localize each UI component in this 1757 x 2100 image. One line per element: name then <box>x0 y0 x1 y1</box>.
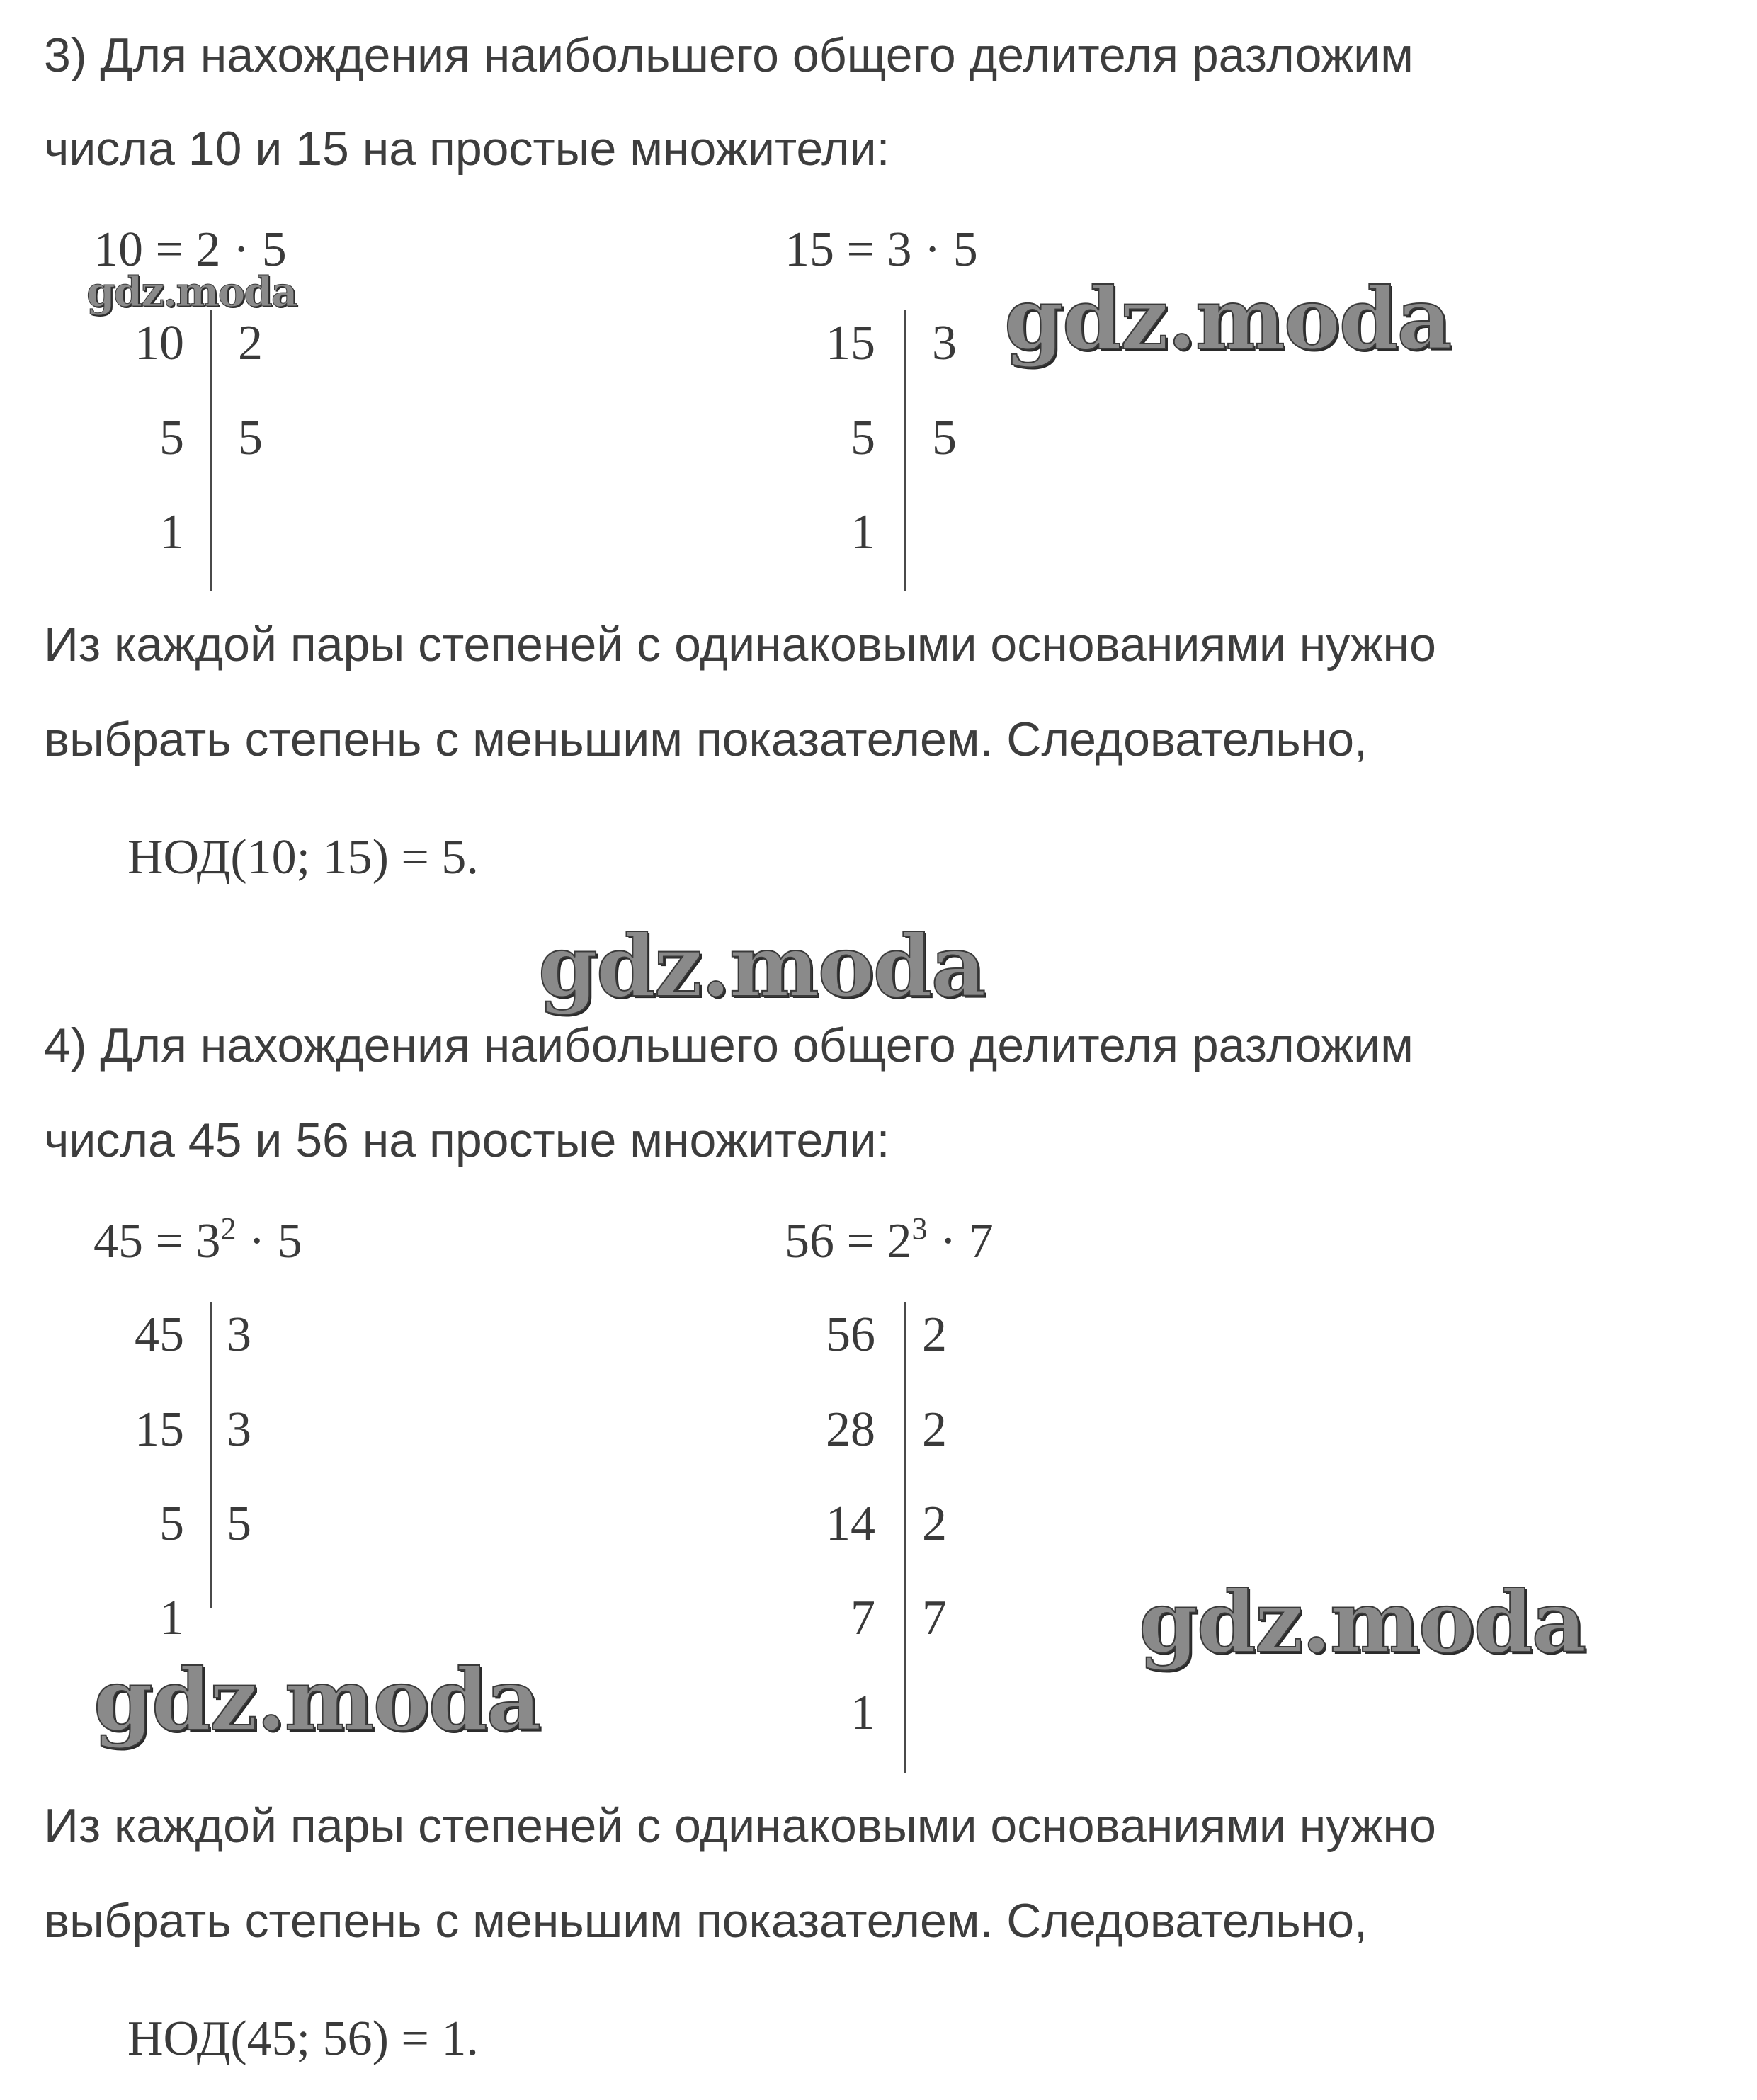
part4-conclusion-line1: Из каждой пары степеней с одинаковыми основаниями нужно <box>44 1799 1436 1853</box>
part4-left-equation <box>93 1211 302 1268</box>
equation-base: 56 = 2 <box>785 1214 912 1268</box>
table-dividend: 1 <box>851 1686 875 1740</box>
equation-exponent: 2 <box>220 1211 237 1246</box>
part3-conclusion-line2: выбрать степень с меньшим показателем. Следовательно, <box>44 713 1367 766</box>
equation-exponent: 3 <box>911 1211 928 1246</box>
part4-conclusion-line2: выбрать степень с меньшим показателем. Следовательно, <box>44 1894 1367 1948</box>
table-dividend: 10 <box>135 316 184 370</box>
table-dividend: 45 <box>135 1307 184 1362</box>
watermark: gdz.moda <box>538 916 985 1016</box>
table-divider-line <box>210 310 212 591</box>
table-factor: 3 <box>227 1307 251 1362</box>
table-dividend: 7 <box>851 1591 875 1645</box>
part3-right-equation: 15 = 3 · 5 <box>785 222 978 277</box>
watermark: gdz.moda <box>86 268 297 316</box>
table-factor: 2 <box>922 1402 947 1457</box>
table-divider-line <box>210 1302 212 1608</box>
watermark: gdz.moda <box>93 1650 540 1750</box>
part3-intro-line1: 3) Для нахождения наибольшего общего делителя разложим <box>44 28 1414 82</box>
table-dividend: 15 <box>135 1402 184 1457</box>
table-dividend: 15 <box>826 316 875 370</box>
equation-rest: · 7 <box>927 1214 994 1268</box>
table-factor: 2 <box>238 316 263 370</box>
part3-intro-line2: числа 10 и 15 на простые множители: <box>44 122 890 176</box>
equation-rest: · 5 <box>236 1214 302 1268</box>
equation-base: 45 = 3 <box>93 1214 221 1268</box>
table-factor: 5 <box>238 411 263 465</box>
table-factor: 5 <box>932 411 957 465</box>
part3-conclusion-line1: Из каждой пары степеней с одинаковыми основаниями нужно <box>44 618 1436 671</box>
part4-intro-line1: 4) Для нахождения наибольшего общего делителя разложим <box>44 1018 1414 1072</box>
table-dividend: 5 <box>159 411 184 465</box>
table-factor: 2 <box>922 1307 947 1362</box>
table-factor: 2 <box>922 1497 947 1551</box>
table-divider-line <box>904 1302 906 1773</box>
part3-result: НОД(10; 15) = 5. <box>127 830 479 885</box>
table-dividend: 56 <box>826 1307 875 1362</box>
part3-left-equation: 10 = 2 · 5 <box>93 222 287 277</box>
watermark: gdz.moda <box>1139 1572 1586 1672</box>
table-dividend: 1 <box>159 1591 184 1645</box>
table-dividend: 28 <box>826 1402 875 1457</box>
watermark: gdz.moda <box>1004 269 1451 369</box>
table-dividend: 1 <box>851 505 875 560</box>
part4-intro-line2: числа 45 и 56 на простые множители: <box>44 1113 890 1167</box>
table-factor: 3 <box>227 1402 251 1457</box>
table-dividend: 1 <box>159 505 184 560</box>
table-dividend: 5 <box>851 411 875 465</box>
table-divider-line <box>904 310 906 591</box>
part4-result: НОД(45; 56) = 1. <box>127 2011 479 2066</box>
part4-right-equation <box>785 1211 994 1268</box>
table-factor: 7 <box>922 1591 947 1645</box>
table-dividend: 14 <box>826 1497 875 1551</box>
table-dividend: 5 <box>159 1497 184 1551</box>
table-factor: 5 <box>227 1497 251 1551</box>
table-factor: 3 <box>932 316 957 370</box>
